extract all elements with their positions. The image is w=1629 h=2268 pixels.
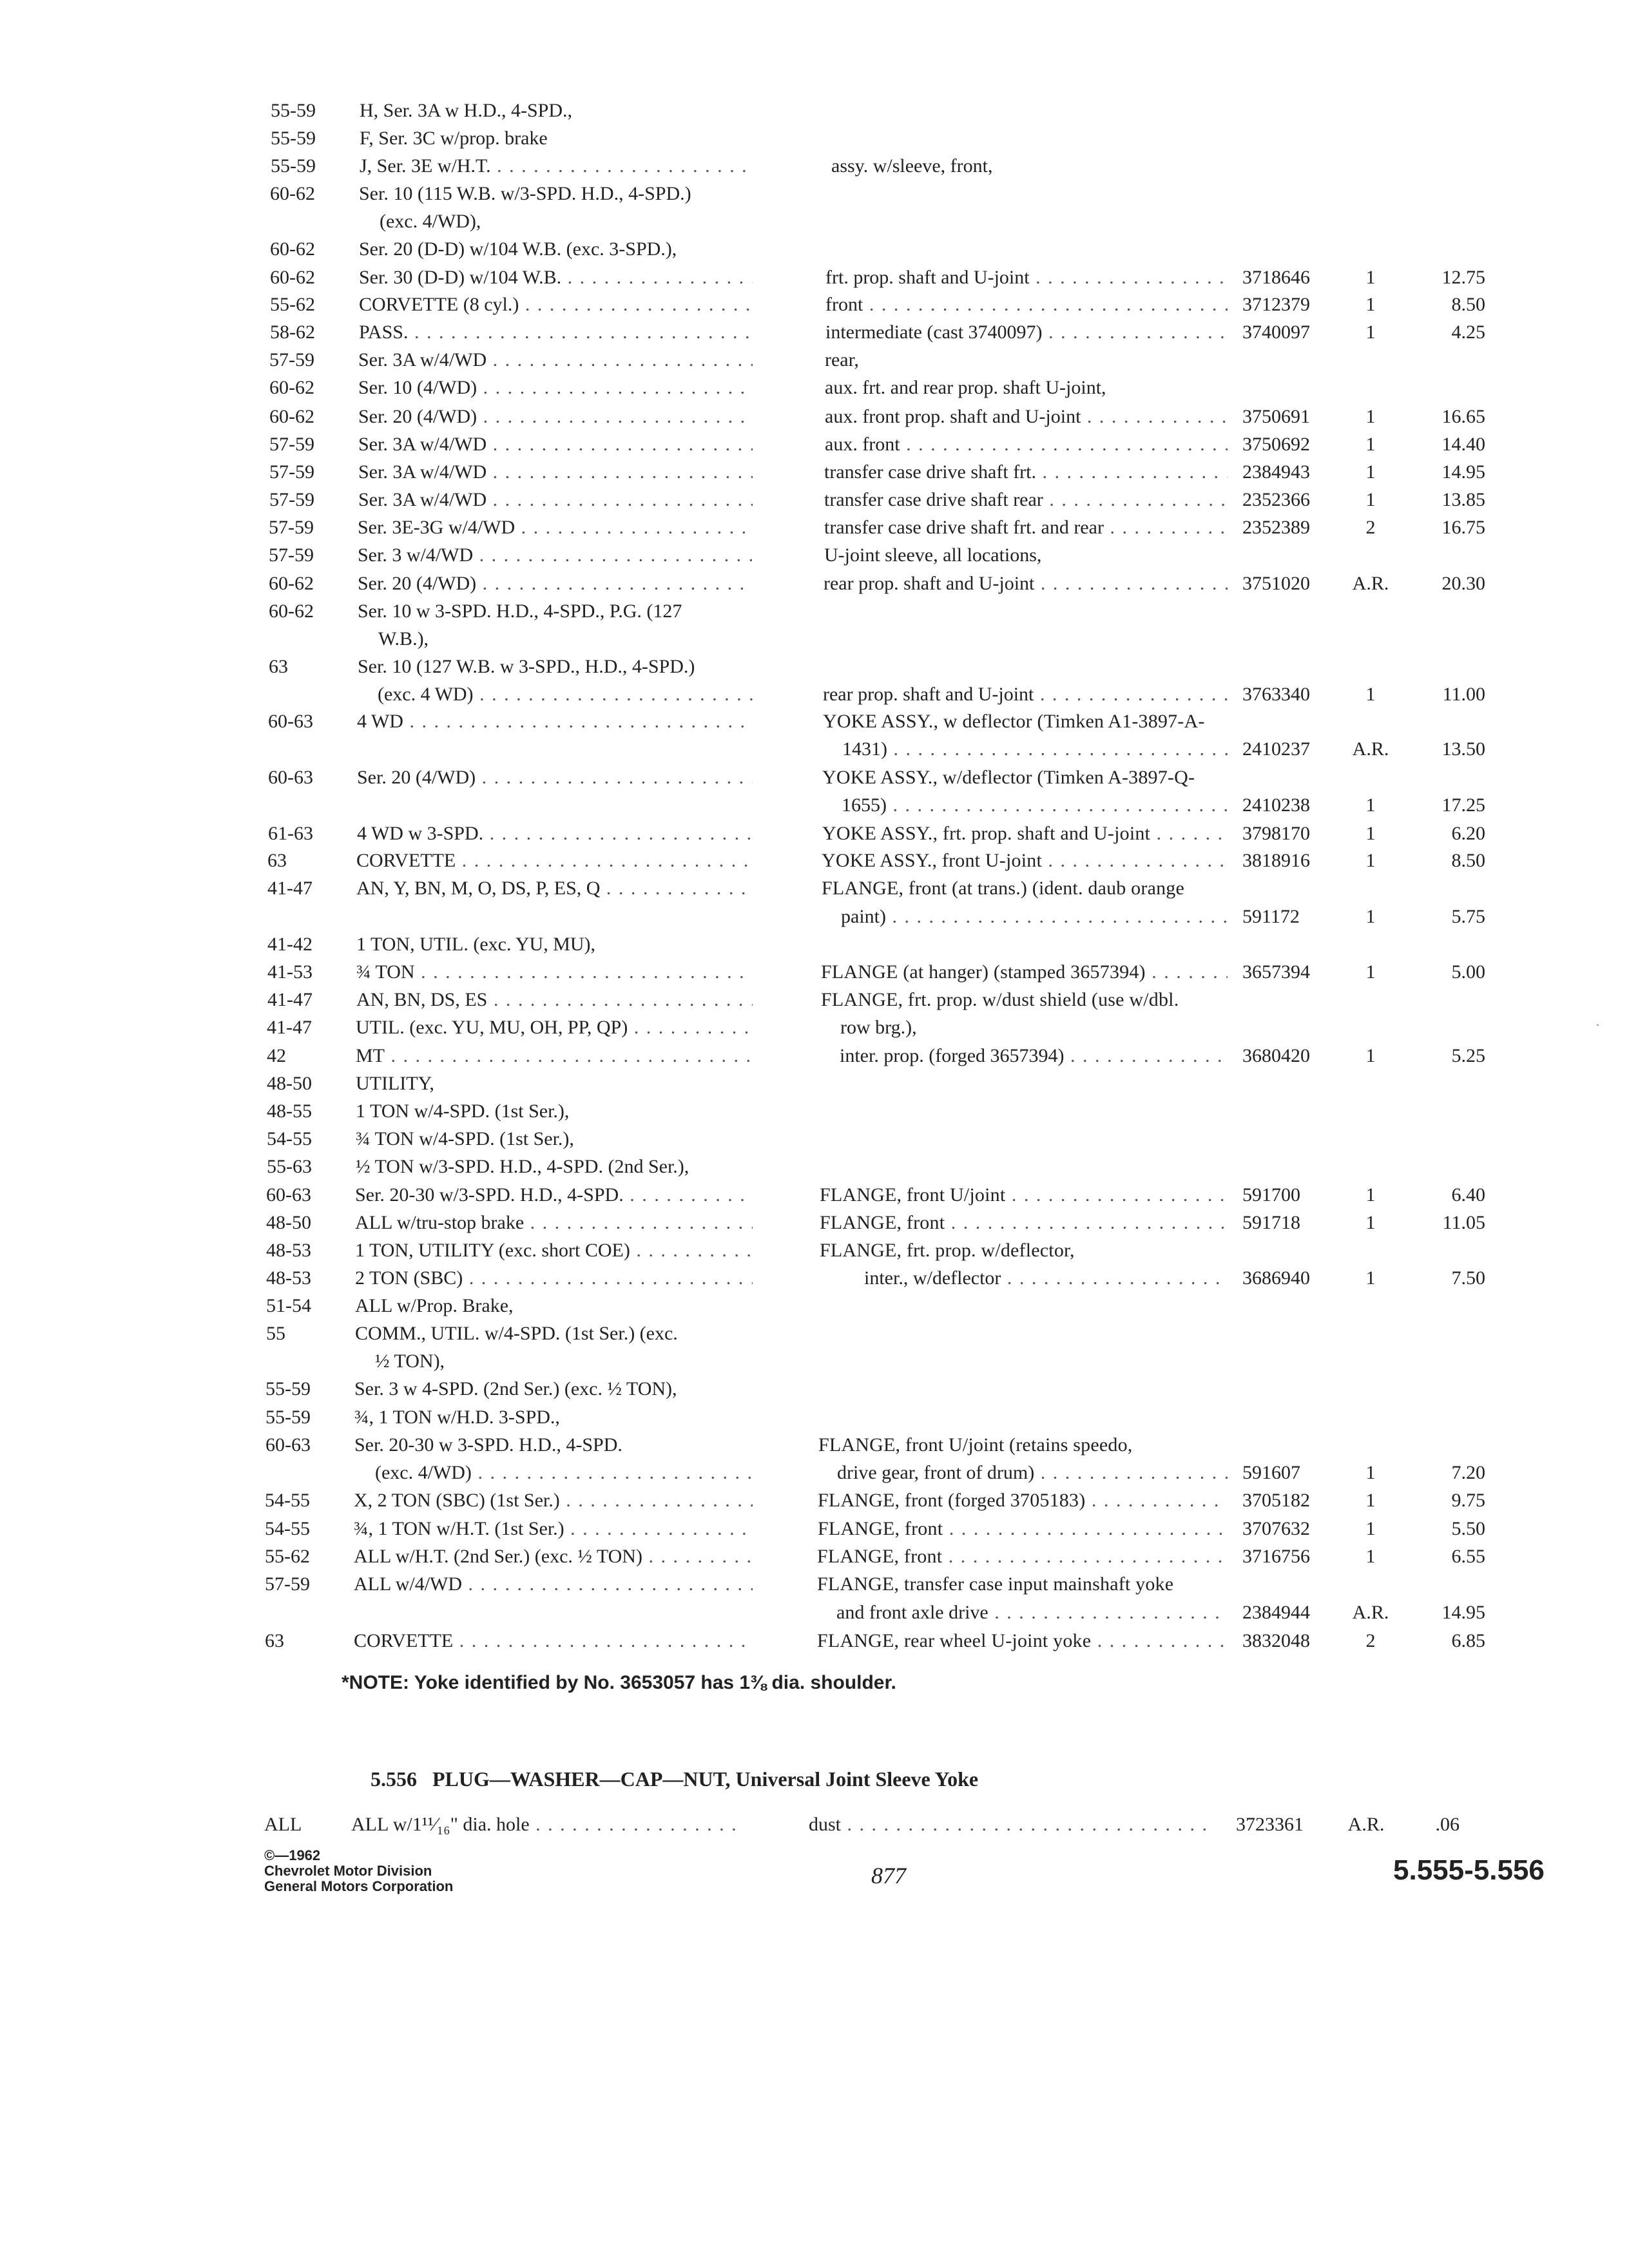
year-range: 48-50 (267, 1073, 312, 1094)
list-item (0, 680, 1629, 709)
model-spec: Ser. 10 (127 W.B. w 3-SPD., H.D., 4-SPD.) (358, 656, 695, 677)
section-line (0, 1811, 1629, 1839)
year-range: 55-59 (271, 128, 316, 149)
model-spec: Ser. 30 (D-D) w/104 W.B. . . . (359, 264, 753, 292)
part-description: row brg.), (840, 1017, 917, 1038)
list-item (0, 1515, 1629, 1543)
quantity: 1 (1365, 489, 1376, 510)
list-item (0, 1599, 1629, 1627)
list-item (0, 1320, 1629, 1348)
price: 14.95 (1441, 1602, 1485, 1623)
part-description: transfer case drive shaft rear . . . (824, 486, 1228, 514)
price: 13.85 (1441, 489, 1485, 510)
list-item (0, 1097, 1629, 1126)
part-number: 2410237 (1242, 738, 1310, 760)
part-description: rear prop. shaft and U-joint . . . (823, 680, 1228, 709)
list-item (0, 1570, 1629, 1599)
list-item (0, 874, 1629, 903)
quantity: 1 (1365, 1490, 1376, 1511)
year-range: 57-59 (269, 489, 314, 510)
year-range: 41-47 (267, 1017, 312, 1038)
part-description: FLANGE, frt. prop. w/deflector, (820, 1240, 1075, 1261)
section-title: PLUG—WASHER—CAP—NUT, Universal Joint Sleeve Yoke (432, 1767, 979, 1791)
year-range: 55-62 (265, 1546, 310, 1567)
part-number: 2352366 (1242, 489, 1310, 510)
model-spec: CORVETTE (8 cyl.) . . . (359, 291, 753, 319)
part-number: 3716756 (1242, 1546, 1310, 1567)
list-item (0, 1347, 1629, 1376)
part-description: FLANGE, rear wheel U-joint yoke . . . (817, 1627, 1228, 1655)
list-item (0, 180, 1629, 208)
list-item (0, 764, 1629, 792)
model-spec: Ser. 3A w/4/WD . . . (358, 430, 753, 459)
year-range: 41-53 (267, 961, 313, 983)
year-range: 60-63 (265, 1434, 311, 1456)
year-range: 55-59 (271, 155, 316, 177)
list-item (0, 1542, 1629, 1571)
year-range: 41-47 (267, 878, 313, 899)
model-spec: W.B.), (378, 628, 429, 649)
model-spec: (exc. 4/WD) . . . (375, 1459, 753, 1487)
year-range: 48-53 (266, 1267, 311, 1289)
part-number: 3680420 (1242, 1045, 1310, 1066)
model-spec: (exc. 4/WD), (380, 211, 481, 232)
part-description: aux. front . . . (825, 430, 1228, 459)
model-spec: F, Ser. 3C w/prop. brake (360, 128, 548, 149)
list-item (0, 318, 1629, 347)
part-description: dust . . . (809, 1811, 1208, 1839)
year-range: 55-59 (265, 1378, 311, 1399)
list-item (0, 152, 1629, 180)
list-item (0, 346, 1629, 374)
part-description: 1655) . . . (842, 791, 1228, 820)
year-range: 57-59 (269, 434, 314, 455)
quantity: 1 (1365, 461, 1376, 483)
year-range: 60-62 (269, 601, 314, 622)
quantity: A.R. (1352, 573, 1389, 594)
part-number: 3763340 (1242, 684, 1310, 705)
list-item (0, 930, 1629, 959)
list-item (0, 1459, 1629, 1487)
model-spec: ½ TON w/3-SPD. H.D., 4-SPD. (2nd Ser.), (356, 1156, 689, 1177)
publisher-block (264, 1848, 453, 1894)
model-spec: ALL w/tru-stop brake . . . (355, 1209, 753, 1237)
part-description: assy. w/sleeve, front, (831, 155, 993, 177)
model-spec: ½ TON), (375, 1350, 445, 1372)
list-item (0, 541, 1629, 570)
part-description: paint) . . . (841, 903, 1228, 931)
year-range: 60-62 (269, 406, 314, 427)
part-number: 591718 (1242, 1212, 1300, 1233)
list-item (0, 291, 1629, 319)
year-range: 60-63 (266, 1184, 311, 1206)
part-number: 3798170 (1242, 823, 1310, 844)
price: 9.75 (1451, 1490, 1485, 1511)
model-spec: J, Ser. 3E w/H.T. . . . (360, 152, 753, 180)
part-number: 2384943 (1242, 461, 1310, 483)
year-range: 63 (267, 850, 287, 871)
price: 5.75 (1451, 906, 1485, 927)
quantity: 1 (1365, 1267, 1376, 1289)
part-description: FLANGE, front (forged 3705183) . . . (818, 1486, 1228, 1515)
price: 5.00 (1451, 961, 1485, 983)
quantity: 1 (1365, 684, 1376, 705)
quantity: 1 (1365, 850, 1376, 871)
part-description: transfer case drive shaft frt. and rear . . . (824, 514, 1228, 542)
model-spec: 1 TON, UTILITY (exc. short COE) . . . (355, 1236, 753, 1265)
year-range: 60-62 (270, 183, 315, 204)
year-range: 63 (269, 656, 288, 677)
part-description: rear, (825, 349, 859, 370)
model-spec: Ser. 10 (4/WD) . . . (358, 374, 753, 402)
quantity: 1 (1365, 267, 1376, 288)
list-item (0, 1042, 1629, 1070)
model-spec: ¾, 1 TON w/H.T. (1st Ser.) . . . (354, 1515, 753, 1543)
list-item (0, 707, 1629, 736)
model-spec: CORVETTE . . . (354, 1627, 753, 1655)
part-number: 3718646 (1242, 267, 1310, 288)
year-range: 60-62 (270, 238, 315, 260)
year-range: 60-63 (268, 767, 313, 788)
model-spec: UTILITY, (356, 1073, 434, 1094)
year-range: 54-55 (265, 1490, 310, 1511)
part-number: 2352389 (1242, 517, 1310, 538)
price: 16.75 (1441, 517, 1485, 538)
corporation-name: General Motors Corporation (264, 1878, 454, 1894)
year-range: 55-59 (271, 100, 316, 121)
quantity: 1 (1365, 294, 1376, 315)
list-item (0, 207, 1629, 236)
part-description: front . . . (825, 291, 1228, 319)
year-range: 42 (267, 1045, 286, 1066)
year-range: 54-55 (267, 1128, 312, 1149)
list-item (0, 1153, 1629, 1181)
list-item (0, 430, 1629, 459)
part-number: 591172 (1242, 906, 1300, 927)
part-number: 3750691 (1242, 406, 1310, 427)
year-range: 41-47 (267, 989, 313, 1010)
list-item (0, 1627, 1629, 1655)
price: 5.25 (1451, 1045, 1485, 1066)
price: 12.75 (1441, 267, 1485, 288)
model-spec: H, Ser. 3A w H.D., 4-SPD., (360, 100, 573, 121)
part-number: 3686940 (1242, 1267, 1310, 1289)
list-item (0, 986, 1629, 1014)
model-spec: PASS. . . . (359, 318, 753, 347)
list-item (0, 1236, 1629, 1265)
quantity: 1 (1365, 1212, 1376, 1233)
quantity: 1 (1365, 1045, 1376, 1066)
list-item (0, 570, 1629, 598)
list-item (0, 374, 1629, 402)
model-spec: Ser. 20 (4/WD) . . . (358, 403, 753, 431)
list-item (0, 235, 1629, 264)
part-description: drive gear, front of drum) . . . (837, 1459, 1228, 1487)
part-description: FLANGE, front (at trans.) (ident. daub orange (822, 878, 1185, 899)
model-spec: MT . . . (356, 1042, 753, 1070)
quantity: 1 (1365, 1462, 1376, 1483)
part-number: 3712379 (1242, 294, 1310, 315)
model-spec: Ser. 20 (4/WD) . . . (357, 764, 753, 792)
price: 17.25 (1441, 794, 1485, 816)
price: 16.65 (1441, 406, 1485, 427)
part-number: 3750692 (1242, 434, 1310, 455)
quantity: 1 (1365, 1518, 1376, 1539)
list-item (0, 958, 1629, 986)
list-item (0, 514, 1629, 542)
price: 6.40 (1451, 1184, 1485, 1206)
list-item (0, 625, 1629, 653)
quantity: 1 (1365, 794, 1376, 816)
model-spec: ¾ TON . . . (356, 958, 753, 986)
model-spec: (exc. 4 WD) . . . (378, 680, 753, 709)
year-range: 63 (265, 1630, 284, 1651)
year-range: 60-62 (269, 377, 314, 398)
model-spec: UTIL. (exc. YU, MU, OH, PP, QP) . . . (356, 1014, 753, 1042)
part-description: FLANGE, frt. prop. w/dust shield (use w/dbl. (821, 989, 1179, 1010)
list-item (0, 1375, 1629, 1403)
part-number: 3723361 (1236, 1814, 1304, 1835)
year-range: 41-42 (267, 934, 313, 955)
part-description: 1431) . . . (842, 735, 1228, 764)
list-item (0, 820, 1629, 848)
list-item (0, 458, 1629, 486)
model-spec: Ser. 3 w/4/WD . . . (358, 541, 753, 570)
quantity: 2 (1365, 1630, 1376, 1651)
year-range: 48-53 (266, 1240, 311, 1261)
part-number: 3751020 (1242, 573, 1310, 594)
part-description: FLANGE (at hanger) (stamped 3657394) . . . (821, 958, 1228, 986)
list-item (0, 1292, 1629, 1320)
model-spec: Ser. 20 (4/WD) . . . (358, 570, 753, 598)
quantity: A.R. (1352, 738, 1389, 760)
section-number: 5.556 (371, 1767, 417, 1791)
part-description: FLANGE, front . . . (817, 1542, 1228, 1571)
year-range: 55 (266, 1323, 285, 1344)
year-range: 60-62 (270, 267, 315, 288)
part-description: YOKE ASSY., front U-joint . . . (822, 847, 1228, 875)
part-number: 591607 (1242, 1462, 1300, 1483)
part-description: YOKE ASSY., w deflector (Timken A1-3897-A- (823, 711, 1205, 732)
list-item (0, 1403, 1629, 1432)
model-spec: Ser. 20 (D-D) w/104 W.B. (exc. 3-SPD.), (359, 238, 677, 260)
year-range: 60-62 (269, 573, 314, 594)
part-number: 3740097 (1242, 322, 1310, 343)
year-range: 58-62 (270, 322, 315, 343)
list-item (0, 653, 1629, 681)
price: 7.50 (1451, 1267, 1485, 1289)
list-item (0, 1209, 1629, 1237)
model-spec: ALL w/4/WD . . . (354, 1570, 753, 1599)
part-description: FLANGE, front U/joint (retains speedo, (818, 1434, 1133, 1456)
price: 6.55 (1451, 1546, 1485, 1567)
list-item (0, 1125, 1629, 1153)
model-spec: X, 2 TON (SBC) (1st Ser.) . . . (354, 1486, 753, 1515)
part-description: transfer case drive shaft frt. . . . (824, 458, 1228, 486)
part-description: aux. frt. and rear prop. shaft U-joint, (825, 377, 1106, 398)
quantity: 1 (1365, 961, 1376, 983)
list-item (0, 264, 1629, 292)
year-range: ALL (264, 1814, 302, 1835)
list-item (0, 597, 1629, 626)
quantity: 1 (1365, 434, 1376, 455)
part-number: 3707632 (1242, 1518, 1310, 1539)
quantity: 2 (1365, 517, 1376, 538)
year-range: 55-62 (270, 294, 315, 315)
model-spec: Ser. 3A w/4/WD . . . (358, 486, 753, 514)
price: 14.40 (1441, 434, 1485, 455)
model-spec: Ser. 20-30 w 3-SPD. H.D., 4-SPD. (354, 1434, 622, 1456)
quantity: 1 (1365, 406, 1376, 427)
list-item (0, 1181, 1629, 1209)
price: 5.50 (1451, 1518, 1485, 1539)
part-description: FLANGE, front . . . (820, 1209, 1228, 1237)
list-item (0, 1014, 1629, 1042)
price: 14.95 (1441, 461, 1485, 483)
model-spec: Ser. 3A w/4/WD . . . (358, 346, 753, 374)
list-item (0, 1431, 1629, 1459)
price: 20.30 (1441, 573, 1485, 594)
model-spec: 1 TON, UTIL. (exc. YU, MU), (356, 934, 596, 955)
list-item (0, 124, 1629, 153)
quantity: 1 (1365, 322, 1376, 343)
part-description: FLANGE, front U/joint . . . (820, 1181, 1228, 1209)
quantity: 1 (1365, 1184, 1376, 1206)
list-item (0, 1070, 1629, 1098)
model-spec: ALL w/Prop. Brake, (355, 1295, 514, 1316)
model-spec: AN, BN, DS, ES . . . (356, 986, 753, 1014)
price: 8.50 (1451, 294, 1485, 315)
section-heading (371, 1767, 978, 1791)
price: 8.50 (1451, 850, 1485, 871)
list-item (0, 791, 1629, 820)
model-spec: ¾ TON w/4-SPD. (1st Ser.), (356, 1128, 574, 1149)
quantity: 1 (1365, 906, 1376, 927)
model-spec: Ser. 3 w 4-SPD. (2nd Ser.) (exc. ½ TON), (354, 1378, 677, 1399)
year-range: 55-63 (267, 1156, 312, 1177)
part-description: inter., w/deflector . . . (864, 1264, 1228, 1293)
part-description: inter. prop. (forged 3657394) . . . (840, 1042, 1228, 1070)
year-range: 54-55 (265, 1518, 310, 1539)
year-range: 57-59 (269, 349, 314, 370)
part-description: YOKE ASSY., frt. prop. shaft and U-joint . . . (822, 820, 1228, 848)
part-description: rear prop. shaft and U-joint . . . (824, 570, 1228, 598)
list-item (0, 847, 1629, 875)
year-range: 61-63 (268, 823, 313, 844)
copyright: ©—1962 (264, 1847, 321, 1863)
year-range: 57-59 (269, 461, 314, 483)
group-range: 5.555-5.556 (1393, 1854, 1545, 1886)
quantity: 1 (1365, 823, 1376, 844)
part-number: 2384944 (1242, 1602, 1310, 1623)
price: 4.25 (1451, 322, 1485, 343)
list-item (0, 735, 1629, 764)
part-description: intermediate (cast 3740097) . . . (825, 318, 1228, 347)
year-range: 55-59 (265, 1407, 311, 1428)
model-spec: ¾, 1 TON w/H.D. 3-SPD., (354, 1407, 560, 1428)
year-range: 57-59 (269, 517, 314, 538)
quantity: A.R. (1352, 1602, 1389, 1623)
speck (1597, 1024, 1599, 1026)
part-description: FLANGE, front . . . (818, 1515, 1228, 1543)
model-spec: Ser. 3A w/4/WD . . . (358, 458, 753, 486)
part-description: frt. prop. shaft and U-joint . . . (825, 264, 1228, 292)
model-spec: 2 TON (SBC) . . . (355, 1264, 753, 1293)
model-spec: ALL w/H.T. (2nd Ser.) (exc. ½ TON) . . . (354, 1542, 753, 1571)
part-description: and front axle drive . . . (836, 1599, 1228, 1627)
year-range: 48-50 (266, 1212, 311, 1233)
quantity: A.R. (1347, 1814, 1385, 1835)
page-number: 877 (871, 1863, 906, 1888)
part-number: 591700 (1242, 1184, 1300, 1206)
model-spec: Ser. 10 w 3-SPD. H.D., 4-SPD., P.G. (127 (358, 601, 682, 622)
model-spec: 1 TON w/4-SPD. (1st Ser.), (356, 1100, 570, 1122)
model-spec: COMM., UTIL. w/4-SPD. (1st Ser.) (exc. (355, 1323, 678, 1344)
year-range: 48-55 (267, 1100, 312, 1122)
quantity: 1 (1365, 1546, 1376, 1567)
list-item (0, 1486, 1629, 1515)
list-item (0, 403, 1629, 431)
part-number: 3657394 (1242, 961, 1310, 983)
list-item (0, 1264, 1629, 1293)
year-range: 57-59 (269, 544, 314, 566)
price: 7.20 (1451, 1462, 1485, 1483)
part-description: FLANGE, transfer case input mainshaft yoke (817, 1573, 1174, 1595)
list-item (0, 97, 1629, 125)
part-description: U-joint sleeve, all locations, (824, 544, 1042, 566)
model-spec: AN, Y, BN, M, O, DS, P, ES, Q . . . (356, 874, 753, 903)
list-item (0, 486, 1629, 514)
model-spec: ALL w/1¹¹⁄₁₆" dia. hole . . . (351, 1811, 744, 1839)
year-range: 57-59 (265, 1573, 310, 1595)
price: 6.85 (1451, 1630, 1485, 1651)
price: 13.50 (1441, 738, 1485, 760)
model-spec: Ser. 20-30 w/3-SPD. H.D., 4-SPD. . . . (355, 1181, 753, 1209)
price: 11.05 (1442, 1212, 1485, 1233)
part-description: aux. front prop. shaft and U-joint . . . (825, 403, 1228, 431)
part-number: 3818916 (1242, 850, 1310, 871)
part-number: 3705182 (1242, 1490, 1310, 1511)
footnote: *NOTE: Yoke identified by No. 3653057 has 1⅜ dia. shoulder. (342, 1672, 896, 1693)
part-number: 2410238 (1242, 794, 1310, 816)
model-spec: 4 WD . . . (357, 707, 753, 736)
part-description: YOKE ASSY., w/deflector (Timken A-3897-Q- (822, 767, 1195, 788)
price: .06 (1435, 1814, 1460, 1835)
division-name: Chevrolet Motor Division (264, 1863, 432, 1879)
model-spec: Ser. 3E-3G w/4/WD . . . (358, 514, 753, 542)
model-spec: CORVETTE . . . (356, 847, 753, 875)
model-spec: 4 WD w 3-SPD. . . . (357, 820, 753, 848)
year-range: 60-63 (268, 711, 313, 732)
price: 6.20 (1451, 823, 1485, 844)
model-spec: Ser. 10 (115 W.B. w/3-SPD. H.D., 4-SPD.) (359, 183, 691, 204)
list-item (0, 903, 1629, 931)
year-range: 51-54 (266, 1295, 311, 1316)
part-number: 3832048 (1242, 1630, 1310, 1651)
price: 11.00 (1442, 684, 1485, 705)
